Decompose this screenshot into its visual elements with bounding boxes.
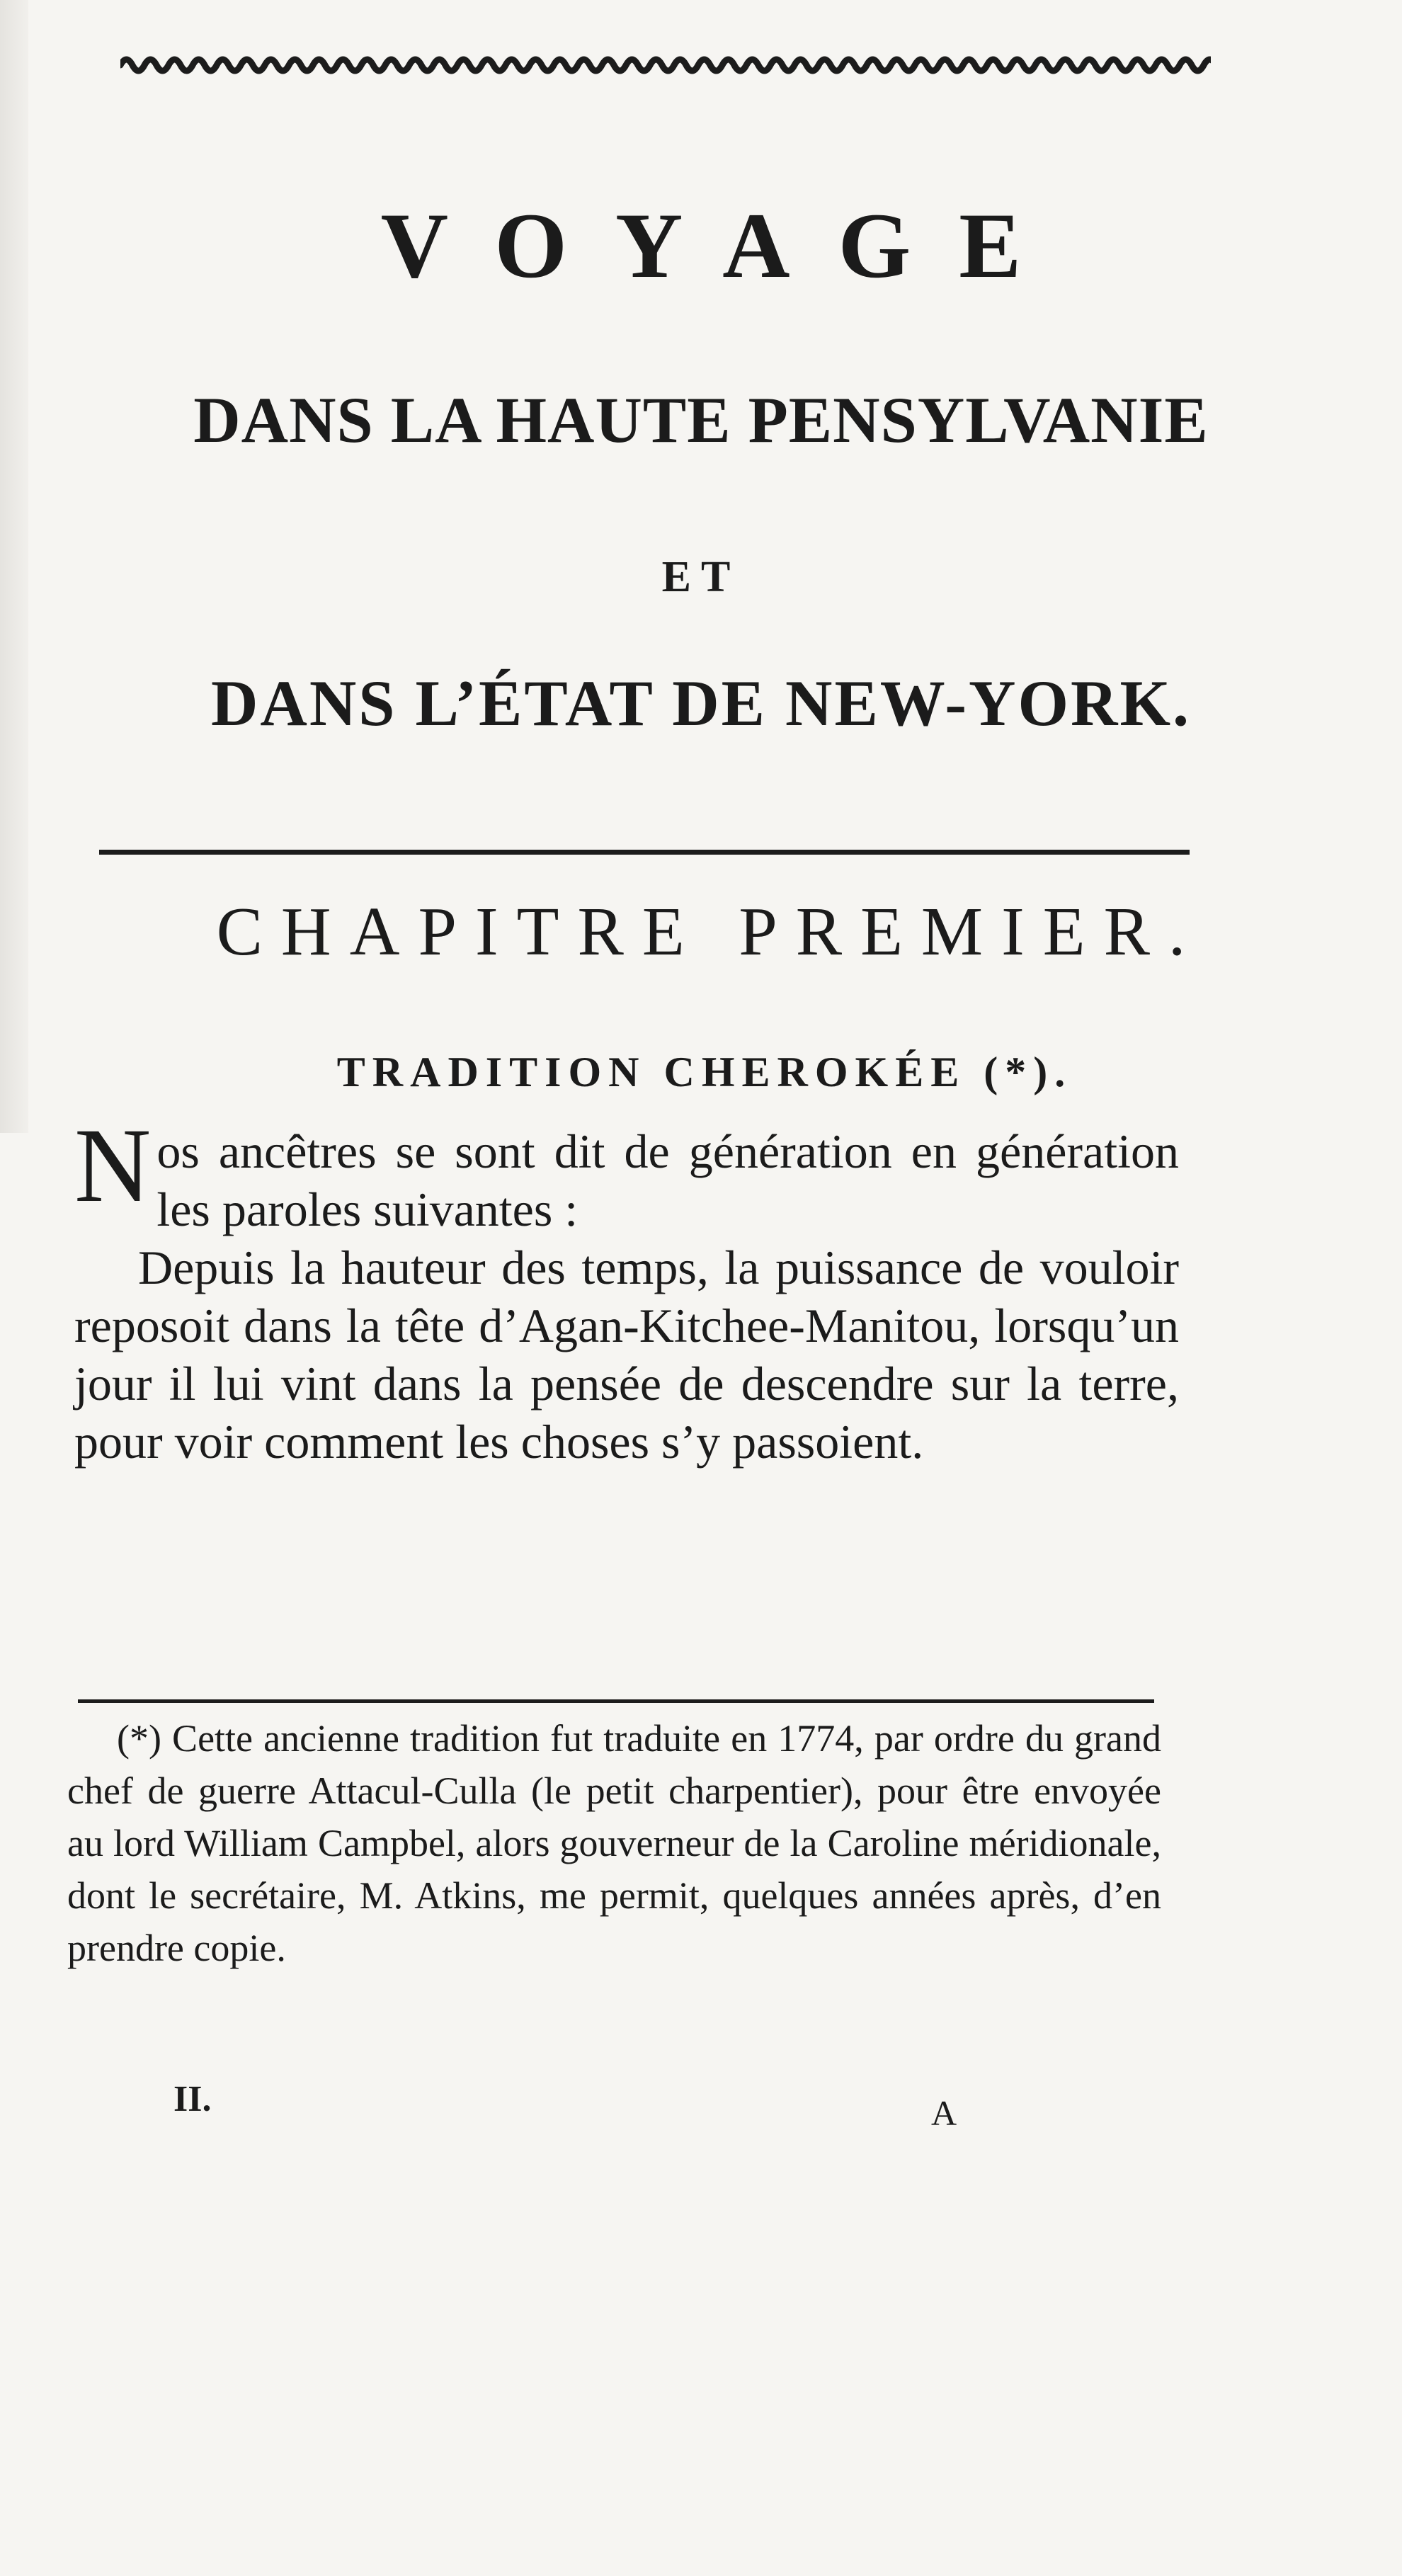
title-conjunction: ET	[661, 553, 741, 601]
paragraph-1	[74, 1107, 1179, 1238]
title-main: VOYAGE	[380, 193, 1070, 297]
title-line-1: DANS LA HAUTE PENSYLVANIE	[193, 384, 1209, 456]
drop-cap: N	[74, 1107, 152, 1224]
footnote: (*) Cette ancienne tradition fut traduite en 1774, par ordre du grand chef de guerre Attacul-Culla (le petit charpentier), pour être envoyée au lord William Campbel, alors gouverneur de la Caroline méridionale, dont le secrétaire, M. Atkins, me permit, quelques années après, d’en prendre copie.	[67, 1717, 1161, 1969]
signature-letter-mark: A	[931, 2093, 957, 2133]
chapter-title: CHAPITRE PREMIER.	[216, 894, 1204, 970]
paragraph-1-text: os ancêtres se sont dit de génération en génération les paroles suivantes :	[156, 1124, 1179, 1236]
title-line-2: DANS L’ÉTAT DE NEW-YORK.	[210, 667, 1192, 739]
title-divider-rule	[99, 850, 1190, 855]
body-text	[74, 1107, 1179, 1471]
footnote-divider-rule	[78, 1699, 1154, 1703]
section-title: TRADITION CHEROKÉE (*).	[336, 1049, 1073, 1095]
signature-volume-mark: II.	[173, 2079, 212, 2119]
wavy-ornament-rule	[120, 44, 1211, 86]
paragraph-2: Depuis la hauteur des temps, la puissance de vouloir reposoit dans la tête d’Agan-Kitchee-Manitou, lorsqu’un jour il lui vint dans la pensée de descendre sur la terre, pour voir comment les choses s’y passoient.	[74, 1241, 1179, 1469]
